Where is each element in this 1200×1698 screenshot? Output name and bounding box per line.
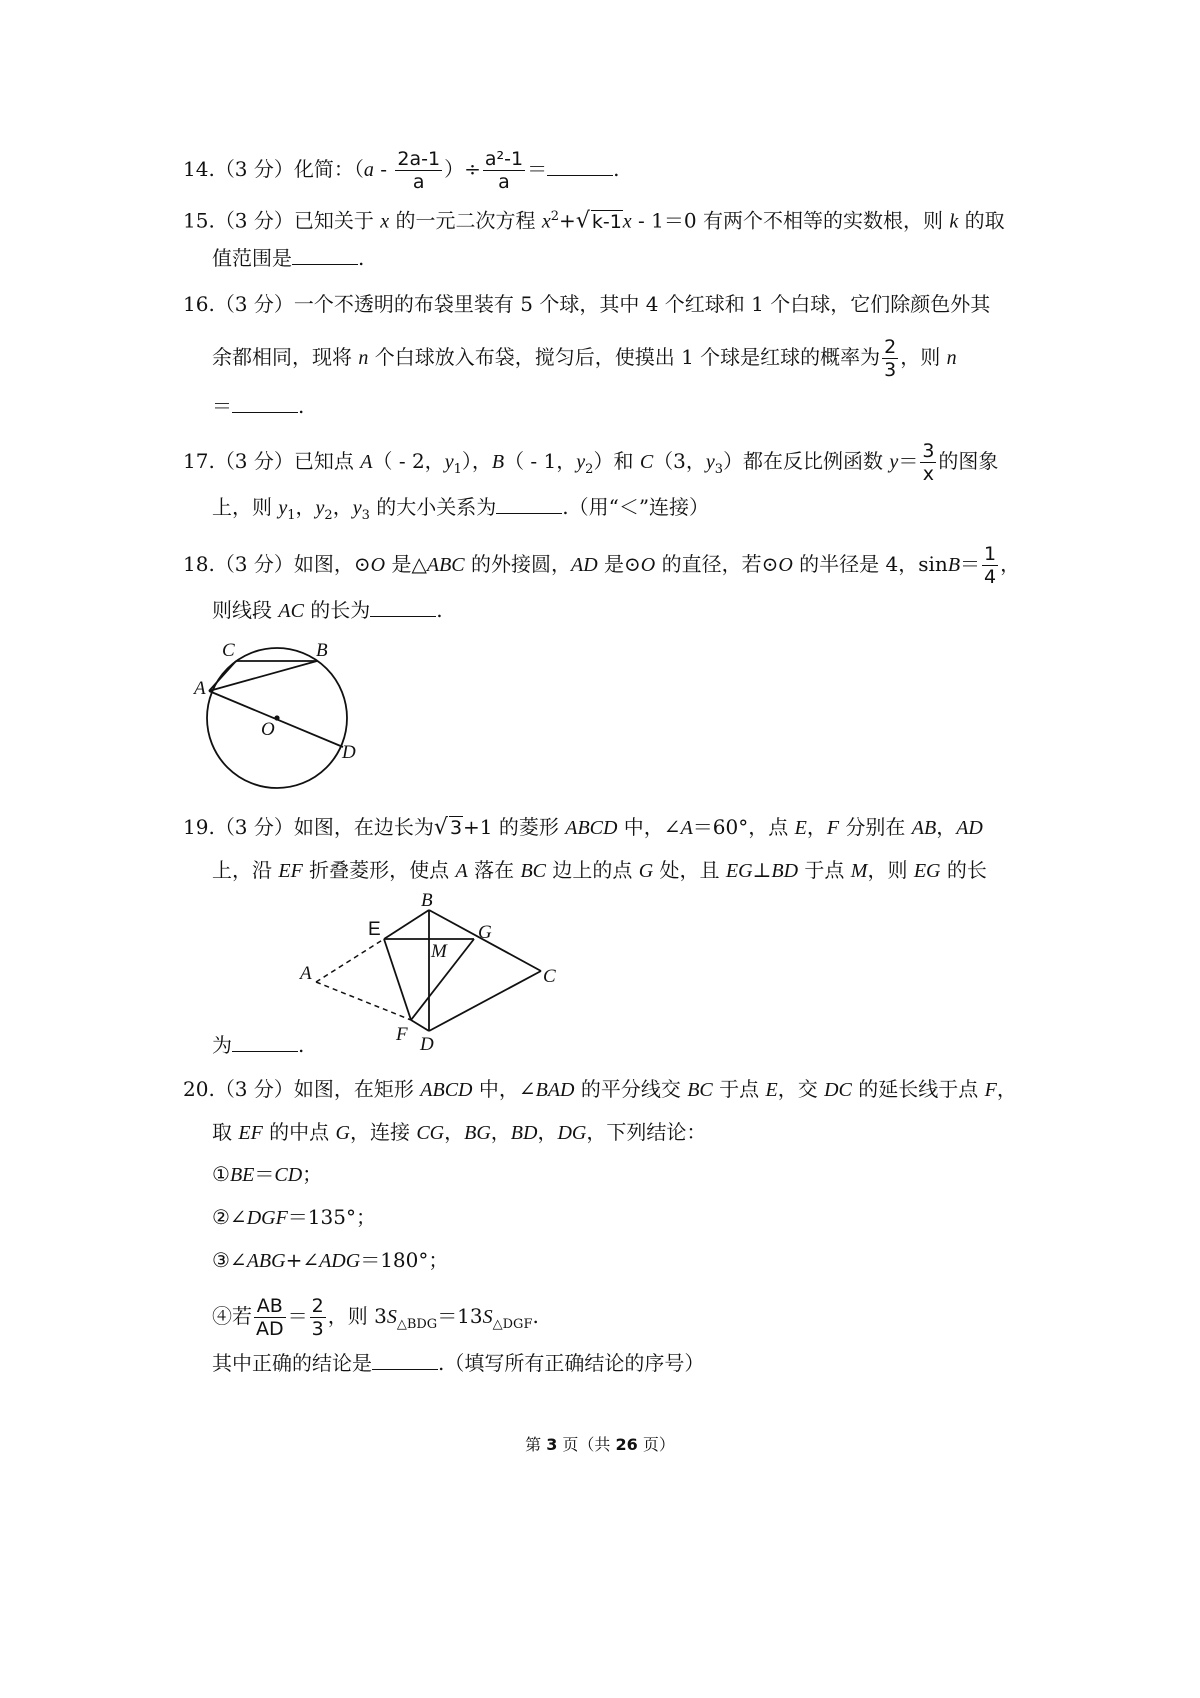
question-14: 14.（3 分）化简：（a - $\frac{2a-1}{a}$ ）÷ $\frac{\text{a²-1}}{a}$ ＝ . bbox=[183, 148, 620, 193]
question-17: 17.（3 分）已知点 A（ - 2，$y_1$），B（ - 1，$y_2$）和 C（3，$y_3$）都在反比例函数 y＝ $\frac{3}{x}$ 的图象 bbox=[183, 440, 999, 485]
center-point bbox=[274, 715, 279, 720]
side-cd bbox=[429, 971, 541, 1031]
q18-number: 18. bbox=[183, 552, 215, 576]
label-c: C bbox=[222, 640, 235, 661]
conclusion-1: ①BE＝CD； bbox=[212, 1162, 323, 1186]
answer-blank bbox=[232, 394, 298, 413]
question-15: 15.（3 分）已知关于 x 的一元二次方程 $x^2+√$ k-1x - 1＝0 有两个不相等的实数根，则 k 的取 bbox=[183, 208, 1005, 234]
label-a: A bbox=[194, 678, 206, 699]
question-16-line2: 余都相同，现将 n 个白球放入布袋，搅匀后，使摸出 1 个球是红球的概率为 $\frac{2}{3}$ ，则 n bbox=[212, 336, 957, 381]
q16-number: 16. bbox=[183, 292, 215, 316]
fraction: $\frac{1}{4}$ bbox=[984, 543, 997, 588]
sqrt-sign: √ bbox=[575, 208, 590, 234]
label-e: E bbox=[368, 919, 381, 940]
question-20: 20.（3 分）如图，在矩形 ABCD 中，∠BAD 的平分线交 BC 于点 E，交 DC 的延长线于点 F， bbox=[183, 1077, 1017, 1101]
q17-number: 17. bbox=[183, 449, 215, 473]
fraction: $\frac{\text{a²-1}}{a}$ bbox=[484, 148, 524, 193]
answer-blank bbox=[372, 1351, 438, 1370]
question-19: 19.（3 分）如图，在边长为√ 3+1 的菱形 ABCD 中，∠A＝60°，点 E，F 分别在 AB，AD bbox=[183, 815, 983, 840]
label-g: G bbox=[478, 922, 492, 943]
question-20-last: 其中正确的结论是 .（填写所有正确结论的序号） bbox=[212, 1351, 705, 1375]
page-number: 3 bbox=[546, 1435, 558, 1454]
label-f: F bbox=[396, 1024, 408, 1045]
question-17-line2: 上，则 $y_1$，$y_2$，$y_3$ 的大小关系为 .（用“＜”连接） bbox=[212, 495, 710, 523]
label-d: D bbox=[342, 742, 356, 763]
side-eb bbox=[384, 910, 429, 939]
label-a: A bbox=[300, 963, 312, 984]
q20-number: 20. bbox=[183, 1077, 215, 1101]
answer-blank bbox=[292, 246, 358, 265]
fraction: $\frac{2}{3}$ bbox=[311, 1295, 324, 1340]
question-19-line3: 为 . bbox=[212, 1033, 305, 1057]
q14-number: 14. bbox=[183, 157, 215, 181]
question-19-line2: 上，沿 EF 折叠菱形，使点 A 落在 BC 边上的点 G 处，且 EG⊥BD 于点 M，则 EG 的长 bbox=[212, 858, 987, 882]
q19-number: 19. bbox=[183, 815, 215, 839]
total-pages: 26 bbox=[615, 1435, 638, 1454]
question-20-line2: 取 EF 的中点 G，连接 CG，BG，BD，DG，下列结论： bbox=[212, 1120, 707, 1144]
question-16: 16.（3 分）一个不透明的布袋里装有 5 个球，其中 4 个红球和 1 个白球，它们除颜色外其 bbox=[183, 292, 991, 316]
circle-diagram bbox=[192, 634, 372, 794]
page-footer: 第 3 页（共 26 页） bbox=[525, 1435, 675, 1454]
label-c: C bbox=[543, 966, 556, 987]
question-15-line2: 值范围是 . bbox=[212, 246, 365, 270]
fold-line-ae bbox=[316, 939, 384, 982]
conclusion-2: ②∠DGF＝135°； bbox=[212, 1205, 376, 1229]
label-m: M bbox=[431, 941, 447, 962]
q15-number: 15. bbox=[183, 208, 215, 233]
label-b: B bbox=[421, 890, 433, 911]
fraction: $\frac{2}{3}$ bbox=[884, 336, 897, 381]
label-o: O bbox=[261, 719, 275, 740]
sqrt-sign: √ bbox=[433, 815, 448, 840]
conclusion-3: ③∠ABG+∠ADG＝180°； bbox=[212, 1248, 449, 1272]
fold-line-af bbox=[316, 982, 411, 1020]
rhombus-diagram bbox=[296, 888, 576, 1060]
answer-blank bbox=[370, 598, 436, 617]
conclusion-4: ④若 $\frac{AB}{AD}$ ＝ $\frac{2}{3}$ ，则 $3S_{\triangle BDG}=13S_{\triangle DGF}$. bbox=[212, 1295, 539, 1340]
side-fd bbox=[411, 1020, 429, 1031]
label-d: D bbox=[420, 1034, 434, 1055]
question-18: 18.（3 分）如图，⊙O 是△ABC 的外接圆，AD 是⊙O 的直径，若⊙O 的半径是 4，sinB＝ $\frac{1}{4}$ ， bbox=[183, 543, 1021, 588]
fraction: $\frac{2a-1}{a}$ bbox=[397, 148, 441, 193]
question-18-line2: 则线段 AC 的长为 . bbox=[212, 598, 443, 622]
answer-blank bbox=[547, 157, 613, 176]
fraction: $\frac{AB}{AD}$ bbox=[256, 1295, 284, 1340]
fraction: $\frac{3}{x}$ bbox=[922, 440, 935, 485]
label-b: B bbox=[316, 640, 328, 661]
answer-blank bbox=[232, 1033, 298, 1052]
question-16-line3: ＝ . bbox=[212, 394, 305, 418]
answer-blank bbox=[496, 495, 562, 514]
chord-ab bbox=[209, 661, 317, 691]
segment-ef bbox=[384, 939, 411, 1020]
